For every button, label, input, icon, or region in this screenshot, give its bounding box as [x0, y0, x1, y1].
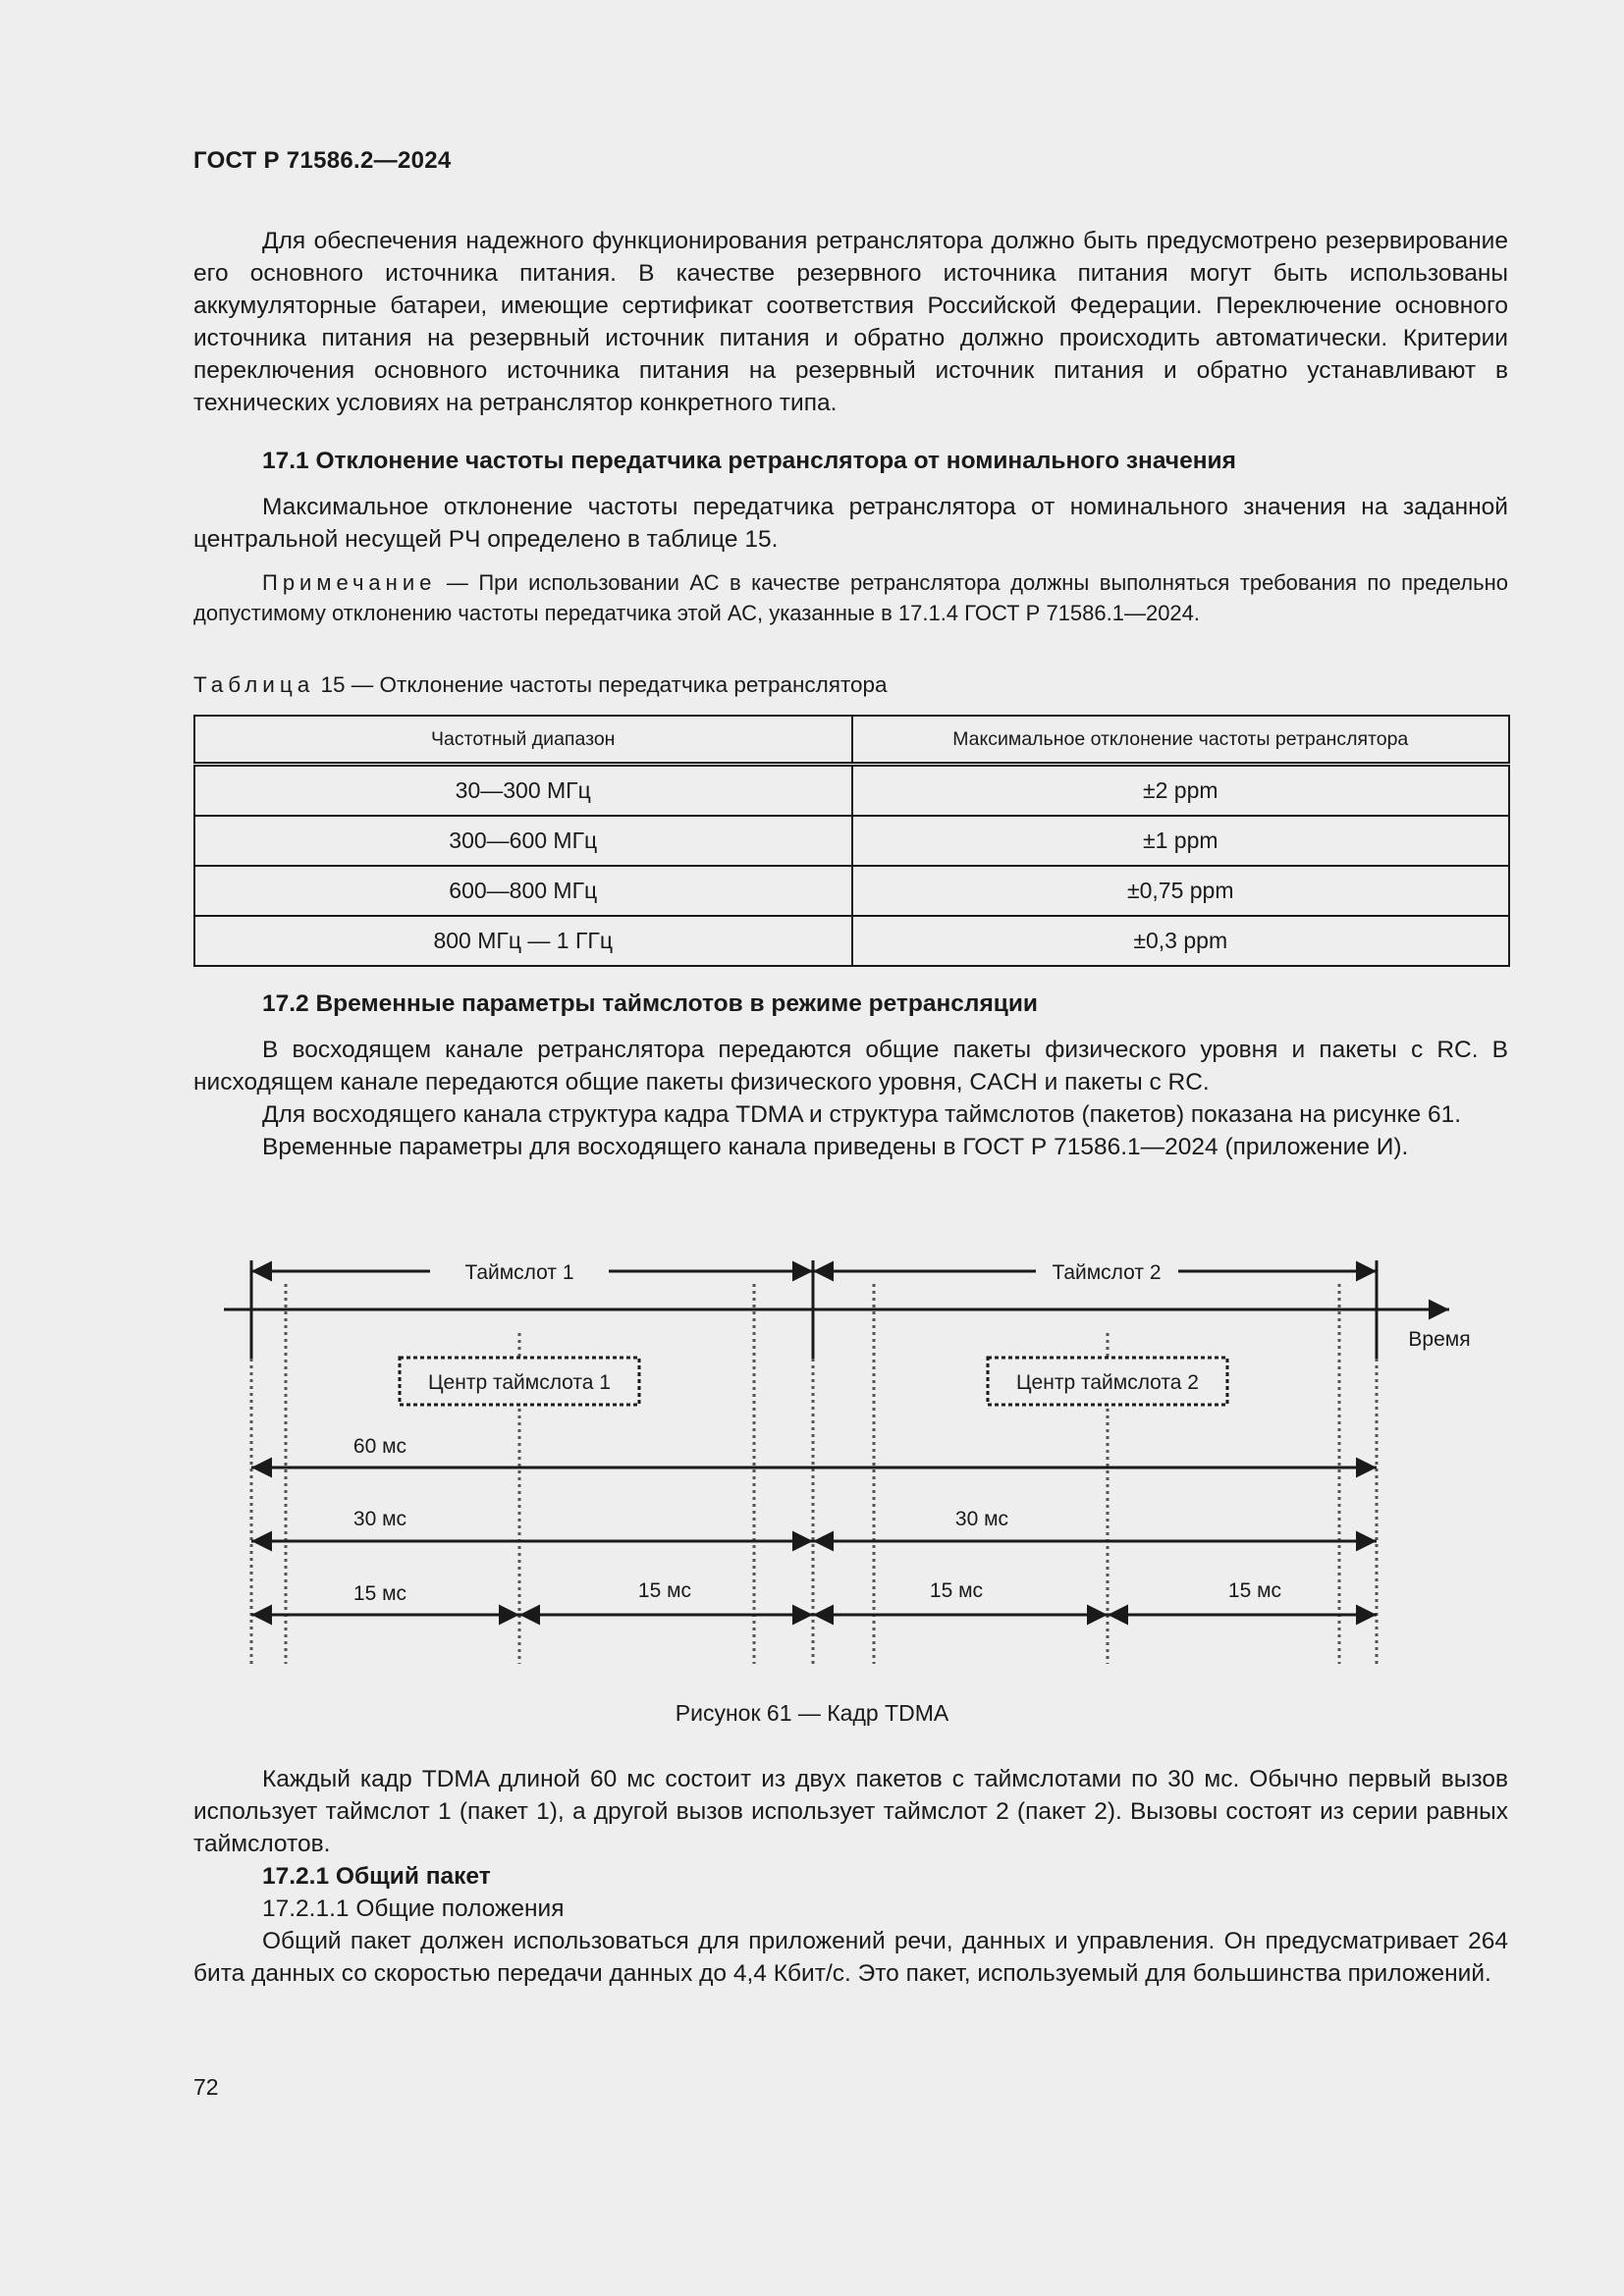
table-cell: ±1 ppm [852, 816, 1510, 866]
document-header: ГОСТ Р 71586.2—2024 [193, 147, 452, 174]
figure-61-caption: Рисунок 61 — Кадр TDMA [675, 1700, 949, 1726]
note-label: Примечание [262, 570, 437, 595]
table-row [194, 916, 1509, 966]
label-15ms-d: 15 мс [1227, 1579, 1282, 1602]
label-15ms-a: 15 мс [352, 1582, 407, 1605]
heading-17-2-1: 17.2.1 Общий пакет [262, 1863, 491, 1890]
table-cell: 600—800 МГц [194, 866, 852, 916]
intro-block [193, 225, 1508, 419]
table-header-cell: Максимальное отклонение частоты ретранслятора [852, 716, 1510, 765]
after-figure-p2: Общий пакет должен использоваться для приложений речи, данных и управления. Он предусматривает 264 бита данных со скоростью передачи данных до 4,4 Кбит/с. Это пакет, используемый для большинства приложений. [193, 1928, 1508, 1987]
center1-label: Центр таймслота 1 [428, 1371, 611, 1394]
section-17-1-note [193, 567, 1508, 628]
section-17-2-p1: В восходящем канале ретранслятора передаются общие пакеты физического уровня и пакеты с RC. В нисходящем канале передаются общие пакеты физического уровня, CACH и пакеты с RC. [193, 1037, 1508, 1095]
intro-paragraph: Для обеспечения надежного функционирования ретранслятора должно быть предусмотрено резервирование его основного источника питания. В качестве резервного источника питания могут быть использованы аккумуляторные батареи, имеющие сертификат соответствия Российской Федерации. Переключение основного источника питания на резервный источник питания и обратно должно происходить автоматически. Критерии переключения основного источника питания на резервный источник питания и обратно устанавливают в технических условиях на ретранслятор конкретного типа. [193, 228, 1508, 416]
section-17-2 [193, 988, 1508, 1163]
label-30ms-b: 30 мс [954, 1508, 1009, 1530]
center2-label: Центр таймслота 2 [1016, 1371, 1199, 1394]
after-figure-p1: Каждый кадр TDMA длиной 60 мс состоит из двух пакетов с таймслотами по 30 мс. Обычно первый вызов использует таймслот 1 (пакет 1), а другой вызов использует таймслот 2 (пакет 2). Вызовы состоят из серии равных таймслотов. [193, 1766, 1508, 1857]
axis-label: Время [1408, 1328, 1471, 1351]
table-15 [193, 715, 1510, 967]
table-cell: ±2 ppm [852, 765, 1510, 817]
section-17-1 [193, 445, 1508, 628]
section-17-1-heading: 17.1 Отклонение частоты передатчика ретранслятора от номинального значения [262, 448, 1236, 474]
section-17-1-paragraph: Максимальное отклонение частоты передатчика ретранслятора от номинального значения на заданной центральной несущей РЧ определено в таблице 15. [193, 494, 1508, 553]
table-cell: 800 МГц — 1 ГГц [194, 916, 852, 966]
table-row [194, 816, 1509, 866]
table-caption-text: 15 — Отклонение частоты передатчика ретранслятора [314, 672, 888, 697]
section-17-2-p2: Для восходящего канала структура кадра TDMA и структура таймслотов (пакетов) показана на рисунке 61. [262, 1101, 1462, 1128]
note-text: — При использовании АС в качестве ретранслятора должны выполняться требования по предельно допустимому отклонению частоты передатчика этой АС, указанные в 17.1.4 ГОСТ Р 71586.1—2024. [193, 570, 1508, 625]
label-15ms-c: 15 мс [929, 1579, 984, 1602]
heading-17-2-1-1: 17.2.1.1 Общие положения [262, 1896, 565, 1922]
tdma-frame-diagram [0, 1247, 1624, 1679]
table-cell: ±0,75 ppm [852, 866, 1510, 916]
table-cell: ±0,3 ppm [852, 916, 1510, 966]
after-figure-block [193, 1763, 1508, 1990]
table-header-row [194, 716, 1509, 765]
table-row [194, 866, 1509, 916]
page-number: 72 [193, 2074, 219, 2100]
label-30ms-a: 30 мс [352, 1508, 407, 1530]
table-cell: 30—300 МГц [194, 765, 852, 817]
label-15ms-b: 15 мс [637, 1579, 692, 1602]
table-header-cell: Частотный диапазон [194, 716, 852, 765]
section-17-2-p3: Временные параметры для восходящего канала приведены в ГОСТ Р 71586.1—2024 (приложение И). [262, 1134, 1409, 1160]
table-row [194, 765, 1509, 817]
section-17-2-heading: 17.2 Временные параметры таймслотов в режиме ретрансляции [262, 990, 1038, 1017]
table-cell: 300—600 МГц [194, 816, 852, 866]
timeslot2-label: Таймслот 2 [1052, 1261, 1162, 1284]
table-caption-label: Таблица [193, 672, 315, 697]
label-60ms: 60 мс [352, 1435, 407, 1458]
table-15-caption [193, 672, 888, 698]
timeslot1-label: Таймслот 1 [464, 1261, 574, 1284]
